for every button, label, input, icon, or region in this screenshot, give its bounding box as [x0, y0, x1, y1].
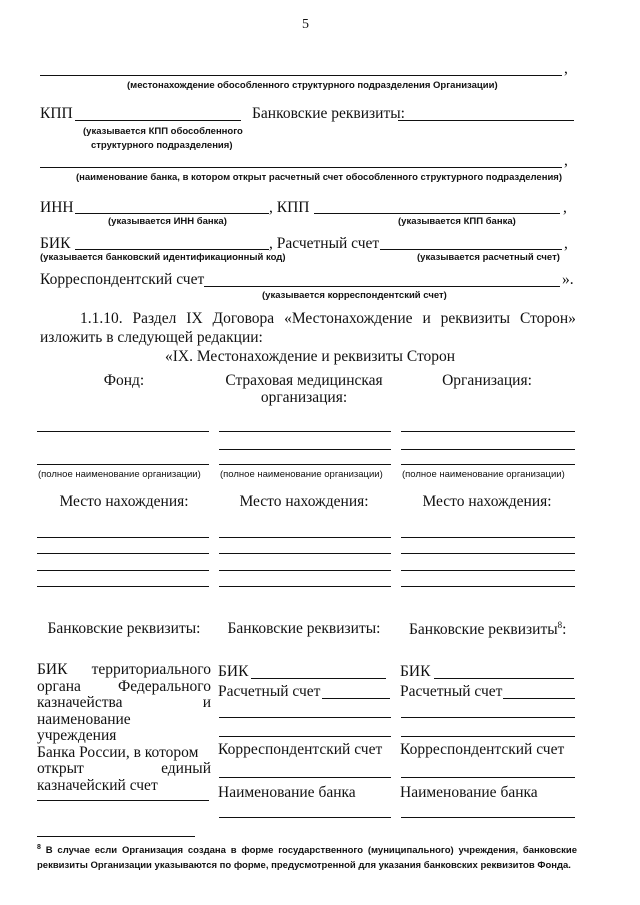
account-line	[380, 249, 562, 250]
fund-name-line-2	[37, 464, 209, 465]
insurer-bankname-label: Наименование банка	[218, 784, 356, 801]
kpp2-caption: (указывается КПП банка)	[398, 216, 516, 227]
inn-line	[75, 213, 269, 214]
org-account-line	[503, 698, 575, 699]
bik-caption: (указывается банковский идентификационный код)	[40, 252, 286, 263]
account-label: , Расчетный счет	[269, 235, 380, 252]
bank-name-comma: ,	[564, 152, 568, 169]
inn-label: ИНН	[40, 199, 74, 216]
fund-location-line-1	[37, 537, 209, 538]
org-account-label: Расчетный счет	[400, 683, 503, 700]
insurer-location-line-4	[219, 586, 391, 587]
kpp2-comma: ,	[563, 199, 567, 216]
insurer-location-line-1	[219, 537, 391, 538]
fund-name-caption: (полное наименование организации)	[38, 469, 201, 480]
org-location-label: Место нахождения:	[422, 493, 552, 510]
insurer-corr-label: Корреспондентский счет	[218, 741, 383, 758]
insurer-header-2: организация:	[260, 389, 348, 406]
org-corr-label: Корреспондентский счет	[400, 741, 565, 758]
footnote-line-2: реквизиты Организации указываются по форме, предусмотренной для указания банковских реквизитов Фонда.	[37, 860, 571, 872]
insurer-location-line-2	[219, 553, 391, 554]
bank-details-label: Банковские реквизиты:	[252, 105, 405, 122]
insurer-bik-label: БИК	[218, 663, 249, 680]
insurer-account-line-2	[219, 717, 391, 718]
account-caption: (указывается расчетный счет)	[417, 252, 560, 263]
org-bik-line	[434, 678, 574, 679]
corr-label: Корреспондентский счет	[40, 271, 205, 288]
org-location-line-2	[401, 553, 575, 554]
org-bankname-label: Наименование банка	[400, 784, 538, 801]
paragraph-line-2: изложить в следующей редакции:	[40, 329, 263, 346]
bik-line	[75, 249, 269, 250]
paragraph-line-1: 1.1.10. Раздел IX Договора «Местонахождение и реквизиты Сторон»	[80, 310, 576, 327]
org-corr-line	[401, 777, 575, 778]
location-line	[40, 75, 562, 76]
account-comma: ,	[564, 235, 568, 252]
kpp2-label: , КПП	[269, 199, 310, 216]
org-name-caption: (полное наименование организации)	[402, 469, 565, 480]
bank-name-line	[40, 167, 562, 168]
insurer-name-caption: (полное наименование организации)	[220, 469, 383, 480]
insurer-name-line-1	[219, 431, 391, 432]
fund-location-line-4	[37, 586, 209, 587]
footnote-ref: 8	[557, 620, 563, 630]
inn-caption: (указывается ИНН банка)	[108, 216, 227, 227]
insurer-location-line-3	[219, 570, 391, 571]
fund-bank-line	[37, 800, 209, 801]
insurer-name-line-3	[219, 464, 391, 465]
org-bankname-line	[401, 817, 575, 818]
insurer-account-line	[322, 698, 390, 699]
bank-details-line	[398, 120, 574, 121]
org-bank-label-text: Банковские реквизиты	[409, 621, 558, 639]
insurer-header-1: Страховая медицинская	[225, 372, 383, 389]
section-title: «IX. Местонахождение и реквизиты Сторон	[165, 348, 456, 365]
fund-location-line-2	[37, 553, 209, 554]
insurer-bankname-line	[219, 817, 391, 818]
organization-header: Организация:	[442, 372, 532, 389]
insurer-location-label: Место нахождения:	[239, 493, 369, 510]
kpp-label: КПП	[40, 105, 73, 122]
corr-line	[204, 286, 560, 287]
kpp-line	[75, 120, 241, 121]
location-caption: (местонахождение обособленного структурного подразделения Организации)	[127, 80, 498, 91]
bik-label: БИК	[40, 235, 71, 252]
page-number: 5	[302, 17, 309, 32]
insurer-bank-label: Банковские реквизиты:	[227, 620, 381, 637]
insurer-account-line-3	[219, 736, 391, 737]
fund-bank-label: Банковские реквизиты:	[47, 620, 201, 637]
bank-name-caption: (наименование банка, в котором открыт расчетный счет обособленного структурного подразделения)	[76, 172, 562, 183]
fund-location-line-3	[37, 570, 209, 571]
org-account-line-3	[401, 736, 575, 737]
fund-header: Фонд:	[103, 372, 145, 389]
corr-end: ».	[562, 271, 574, 288]
insurer-account-label: Расчетный счет	[218, 683, 321, 700]
fund-location-label: Место нахождения:	[59, 493, 189, 510]
corr-caption: (указывается корреспондентский счет)	[262, 290, 447, 301]
org-bik-label: БИК	[400, 663, 431, 680]
fund-bank-block: БИК территориального органа Федерального казначейства и наименование учреждения Банка России, в котором открыт единый казначейский счет	[37, 661, 211, 794]
insurer-bik-line	[251, 678, 386, 679]
org-location-line-1	[401, 537, 575, 538]
footnote-line-1: В случае если Организация создана в форме государственного (муниципального) учреждения, банковские	[45, 845, 577, 857]
org-location-line-4	[401, 586, 575, 587]
kpp-caption-2: структурного подразделения)	[91, 140, 233, 151]
fund-name-line-1	[37, 431, 209, 432]
org-name-line-3	[401, 464, 575, 465]
org-name-line-1	[401, 431, 575, 432]
footnote-number: 8	[37, 844, 41, 851]
kpp2-line	[314, 213, 560, 214]
kpp-caption-1: (указывается КПП обособленного	[83, 126, 243, 137]
insurer-corr-line	[219, 777, 391, 778]
footnote	[37, 840, 577, 873]
insurer-name-line-2	[219, 449, 391, 450]
org-bank-colon: :	[562, 621, 567, 639]
org-location-line-3	[401, 570, 575, 571]
org-account-line-2	[401, 717, 575, 718]
footnote-separator	[37, 836, 195, 837]
org-bank-label	[409, 620, 566, 639]
org-name-line-2	[401, 449, 575, 450]
location-comma: ,	[564, 60, 568, 77]
